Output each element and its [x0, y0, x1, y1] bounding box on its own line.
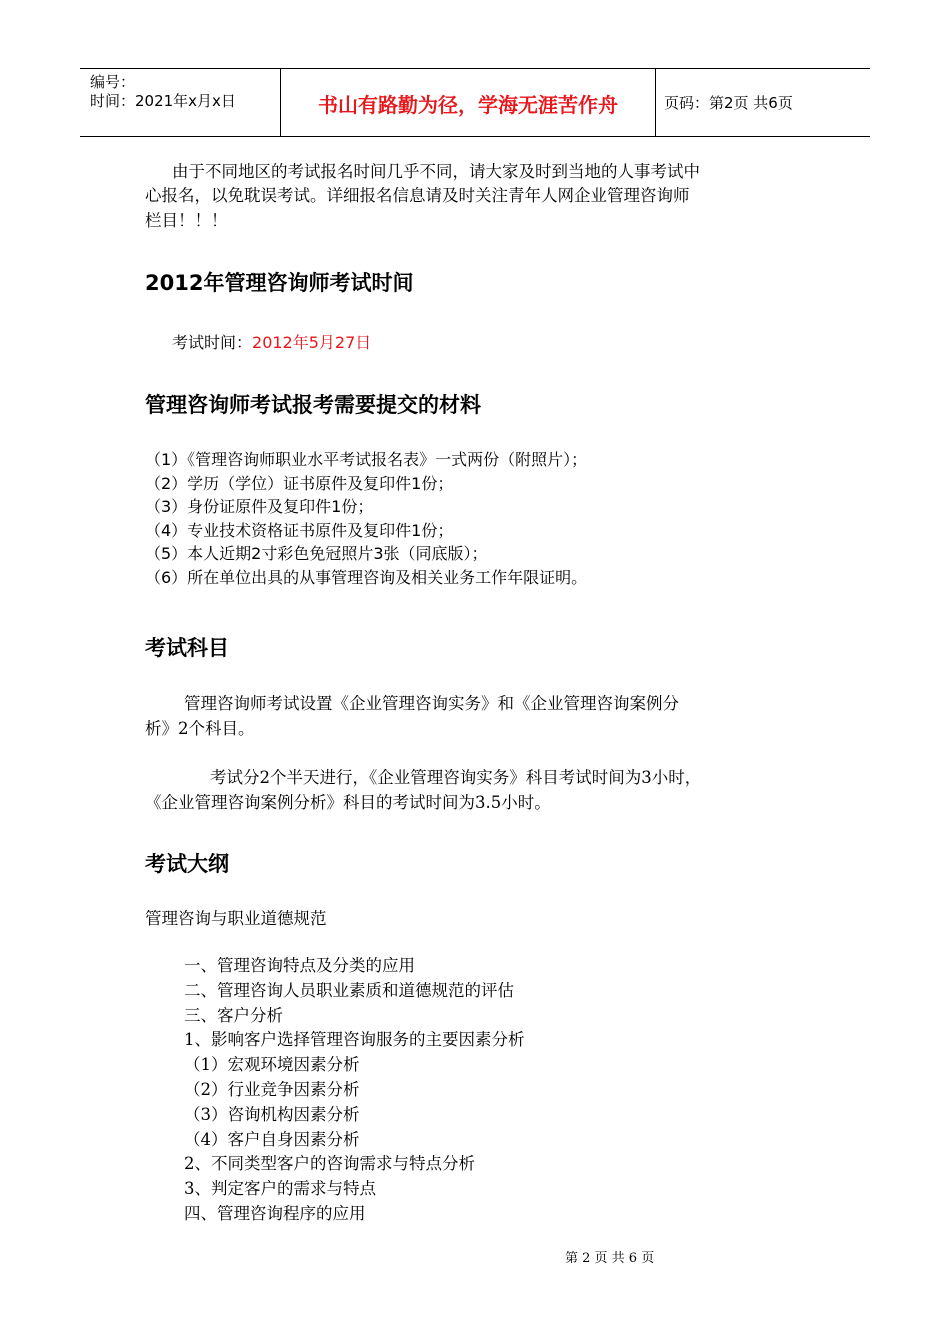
- header-page-info: 页码：第2页 共6页: [664, 94, 793, 112]
- materials-item: （5）本人近期2寸彩色免冠照片3张（同底版）；: [145, 544, 488, 563]
- outline-item: （3）咨询机构因素分析: [184, 1104, 360, 1124]
- subjects-paragraph-2-line-1: 考试分2个半天进行，《企业管理咨询实务》科目考试时间为3小时，: [210, 768, 702, 787]
- document-number-label: 编号：: [90, 73, 136, 91]
- outline-item: （4）客户自身因素分析: [184, 1129, 360, 1149]
- materials-item: （4）专业技术资格证书原件及复印件1份；: [145, 520, 454, 540]
- outline-item: 三、客户分析: [184, 1005, 283, 1025]
- exam-time-row: [172, 330, 371, 353]
- outline-item: （1）宏观环境因素分析: [184, 1055, 360, 1075]
- outline-subtitle: 管理咨询与职业道德规范: [145, 909, 327, 928]
- outline-item: 1、影响客户选择管理咨询服务的主要因素分析: [184, 1030, 525, 1050]
- outline-list: [184, 954, 525, 1227]
- footer-page-number: 第 2 页 共 6 页: [565, 1251, 655, 1266]
- outline-item: 二、管理咨询人员职业素质和道德规范的评估: [184, 980, 514, 1000]
- materials-list: [145, 448, 587, 589]
- materials-item: （3）身份证原件及复印件1份；: [145, 497, 374, 516]
- exam-time-label: 考试时间：: [172, 333, 253, 352]
- document-time-label: 时间：2021年x月x日: [90, 92, 236, 110]
- header-motto: 书山有路勤为径，学海无涯苦作舟: [318, 93, 618, 117]
- subjects-paragraph-1-line-2: 析》2个科目。: [145, 719, 255, 738]
- outline-item: 3、判定客户的需求与特点: [184, 1179, 376, 1199]
- section-heading-materials: 管理咨询师考试报考需要提交的材料: [145, 393, 481, 417]
- intro-line-1: 由于不同地区的考试报名时间几乎不同，请大家及时到当地的人事考试中: [172, 162, 700, 181]
- materials-item: （6）所在单位出具的从事管理咨询及相关业务工作年限证明。: [145, 567, 588, 587]
- intro-line-3: 栏目！！！: [145, 211, 228, 230]
- intro-line-2: 心报名，以免耽误考试。详细报名信息请及时关注青年人网企业管理咨询师: [145, 186, 690, 205]
- subjects-paragraph-1-line-1: 管理咨询师考试设置《企业管理咨询实务》和《企业管理咨询案例分: [184, 694, 679, 713]
- outline-item: 一、管理咨询特点及分类的应用: [184, 956, 415, 975]
- outline-item: （2）行业竞争因素分析: [184, 1079, 360, 1099]
- exam-time-date: 2012年5月27日: [252, 333, 372, 352]
- section-heading-outline: 考试大纲: [145, 852, 229, 876]
- outline-item: 2、不同类型客户的咨询需求与特点分析: [184, 1154, 475, 1174]
- outline-item: 四、管理咨询程序的应用: [184, 1203, 366, 1223]
- materials-item: （1）《管理咨询师职业水平考试报名表》一式两份（附照片）；: [145, 450, 588, 469]
- materials-item: （2）学历（学位）证书原件及复印件1份；: [145, 473, 454, 493]
- section-heading-subjects: 考试科目: [145, 636, 229, 660]
- subjects-paragraph-2-line-2: 《企业管理咨询案例分析》科目的考试时间为3.5小时。: [145, 793, 551, 812]
- header-divider: [655, 69, 656, 136]
- section-heading-exam-time: 2012年管理咨询师考试时间: [145, 271, 414, 295]
